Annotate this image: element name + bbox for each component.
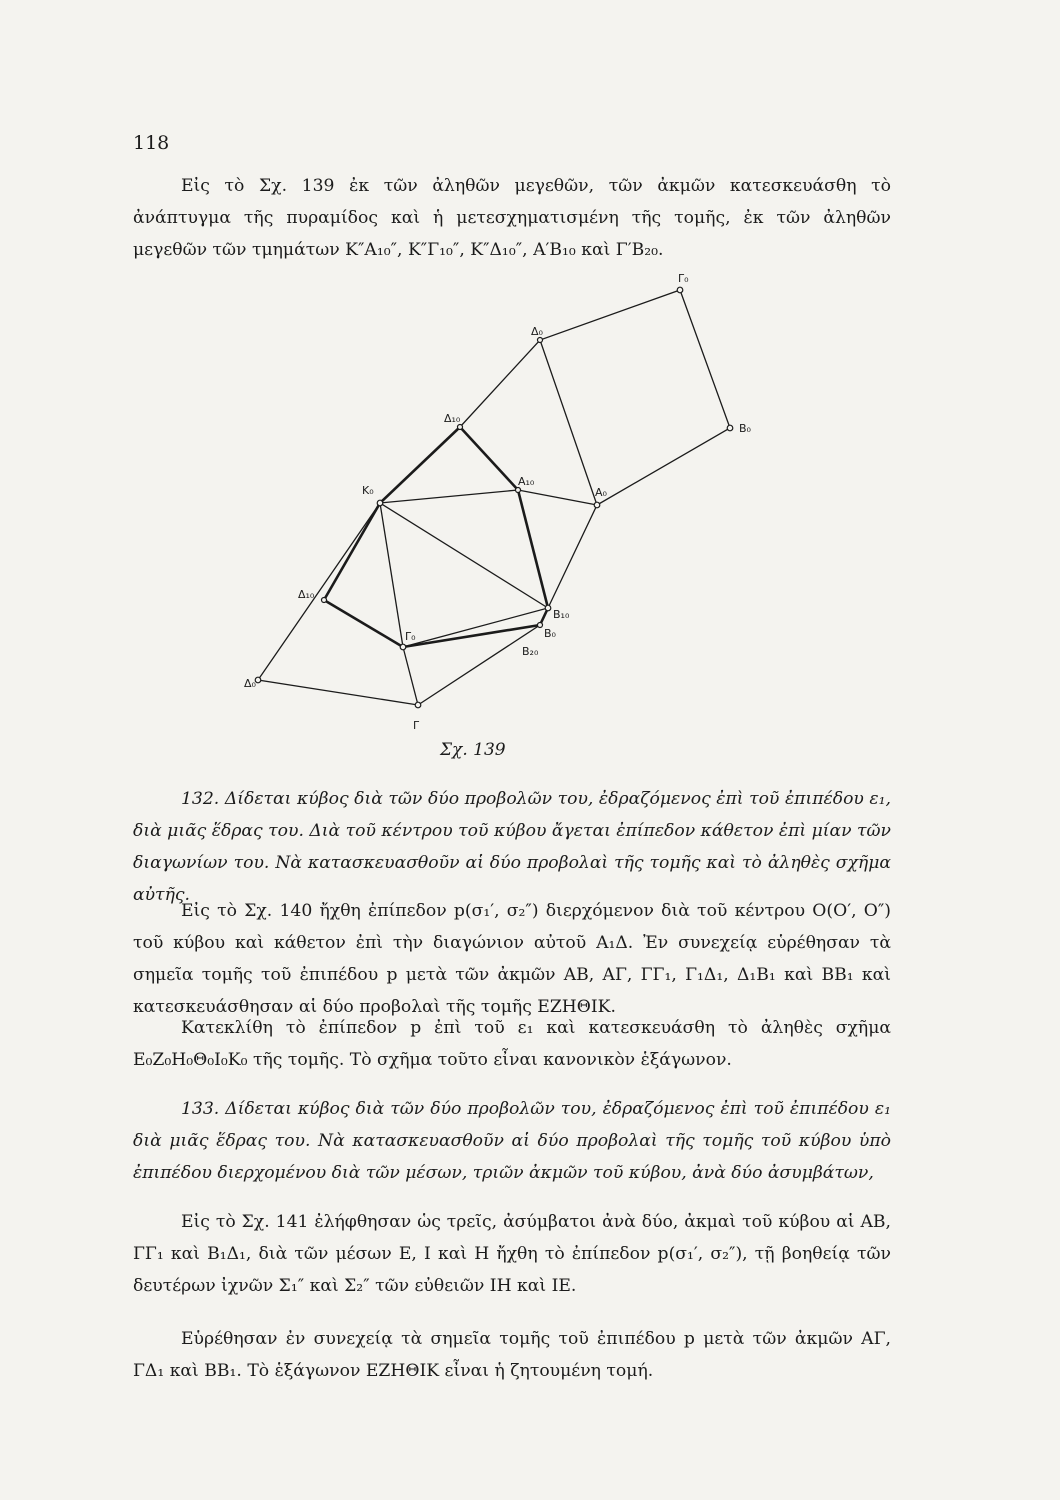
label-b10: Β₁₀ [553, 608, 570, 621]
label-b0-mid: Β₀ [544, 627, 556, 640]
label-delta10-left: Δ₁₀ [298, 588, 315, 601]
label-b20: Β₂₀ [522, 645, 539, 658]
problem-133-paragraph-2: Εὑρέθησαν ἐν συνεχείᾳ τὰ σημεῖα τομῆς τοῦ ἐπιπέδου p μετὰ τῶν ἀκμῶν ΑΓ, ΓΔ₁ καὶ ΒΒ₁. Τὸ ἑξάγωνον ΕΖΗΘΙΚ εἶναι ἡ ζητουμένη τομή. [133, 1329, 891, 1381]
label-gamma-bottom: Γ [413, 719, 420, 732]
label-delta10-top: Δ₁₀ [444, 412, 461, 425]
vertex-points [255, 287, 733, 708]
problem-133-statement: 133. Δίδεται κύβος διὰ τῶν δύο προβολῶν του, ἐδραζόμενος ἐπὶ τοῦ ἐπιπέδου ε₁ διὰ μιᾶς ἕδρας του. Νὰ κατασκευασθοῦν αἱ δύο προβολαὶ τῆς τομῆς τοῦ κύβου ὑπὸ ἐπιπέδου διερχομένου διὰ τῶν μέσων, τριῶν ἀκμῶν τοῦ κύβου, ἀνὰ δύο ἀσυμβάτων, [133, 1099, 891, 1183]
label-a10: Α₁₀ [518, 475, 535, 488]
label-gamma0-mid: Γ₀ [405, 630, 416, 643]
problem-132-paragraph-1: Εἰς τὸ Σχ. 140 ἤχθη ἐπίπεδον p(σ₁′, σ₂″) διερχόμενον διὰ τοῦ κέντρου Ο(Ο′, Ο″) τοῦ κύβου καὶ κάθετον ἐπὶ τὴν διαγώνιον αὐτοῦ Α₁Δ. Ἐν συνεχείᾳ εὑρέθησαν τὰ σημεῖα τομῆς τοῦ ἐπιπέδου p μετὰ τῶν ἀκμῶν ΑΒ, ΑΓ, ΓΓ₁, Γ₁Δ₁, Δ₁Β₁ καὶ ΒΒ₁ καὶ κατεσκευάσθησαν αἱ δύο προβολαὶ τῆς τομῆς ΕΖΗΘΙΚ. [133, 901, 891, 1017]
problem-133-paragraph-1: Εἰς τὸ Σχ. 141 ἐλήφθησαν ὡς τρεῖς, ἀσύμβατοι ἀνὰ δύο, ἀκμαὶ τοῦ κύβου αἱ ΑΒ, ΓΓ₁ καὶ Β₁Δ₁, διὰ τῶν μέσων Ε, Ι καὶ Η ἤχθη τὸ ἐπίπεδον p(σ₁′, σ₂″), τῇ βοηθείᾳ τῶν δευτέρων ἰχνῶν Σ₁″ καὶ Σ₂″ τῶν εὐθειῶν ΙΗ καὶ ΙΕ. [133, 1212, 891, 1296]
problem-132-statement: 132. Δίδεται κύβος διὰ τῶν δύο προβολῶν του, ἐδραζόμενος ἐπὶ τοῦ ἐπιπέδου ε₁, διὰ μιᾶς ἕδρας του. Διὰ τοῦ κέντρου τοῦ κύβου ἄγεται ἐπίπεδον κάθετον ἐπὶ μίαν τῶν διαγωνίων του. Νὰ κατασκευασθοῦν αἱ δύο προβολαὶ τῆς τομῆς καὶ τὸ ἀληθὲς σχῆμα αὐτῆς. [133, 789, 891, 905]
problem-132-paragraph-2: Κατεκλίθη τὸ ἐπίπεδον p ἐπὶ τοῦ ε₁ καὶ κατεσκευάσθη τὸ ἀληθὲς σχῆμα Ε₀Ζ₀Η₀Θ₀Ι₀Κ₀ τῆς τομῆς. Τὸ σχῆμα τοῦτο εἶναι κανονικὸν ἑξάγωνον. [133, 1018, 891, 1070]
page-number: 118 [133, 132, 170, 154]
label-delta0-left: Δ₀ [244, 677, 256, 690]
section-lines [324, 427, 548, 647]
intro-paragraph: Εἰς τὸ Σχ. 139 ἐκ τῶν ἀληθῶν μεγεθῶν, τῶν ἀκμῶν κατεσκευάσθη τὸ ἀνάπτυγμα τῆς πυραμίδος καὶ ἡ μετεσχηματισμένη τῆς τομῆς, ἐκ τῶν ἀληθῶν μεγεθῶν τῶν τμημάτων Κ″Α₁₀″, Κ″Γ₁₀″, Κ″Δ₁₀″, Α′Β₁₀ καὶ Γ′Β₂₀. [133, 176, 891, 260]
figure-lines [258, 290, 730, 705]
label-gamma0-top: Γ₀ [678, 272, 689, 285]
label-beta0-right: Β₀ [739, 422, 751, 435]
label-delta0-top: Δ₀ [531, 325, 543, 338]
label-k0: Κ₀ [362, 484, 374, 497]
figure-caption: Σχ. 139 [440, 740, 506, 760]
label-a0: Α₀ [595, 486, 607, 499]
